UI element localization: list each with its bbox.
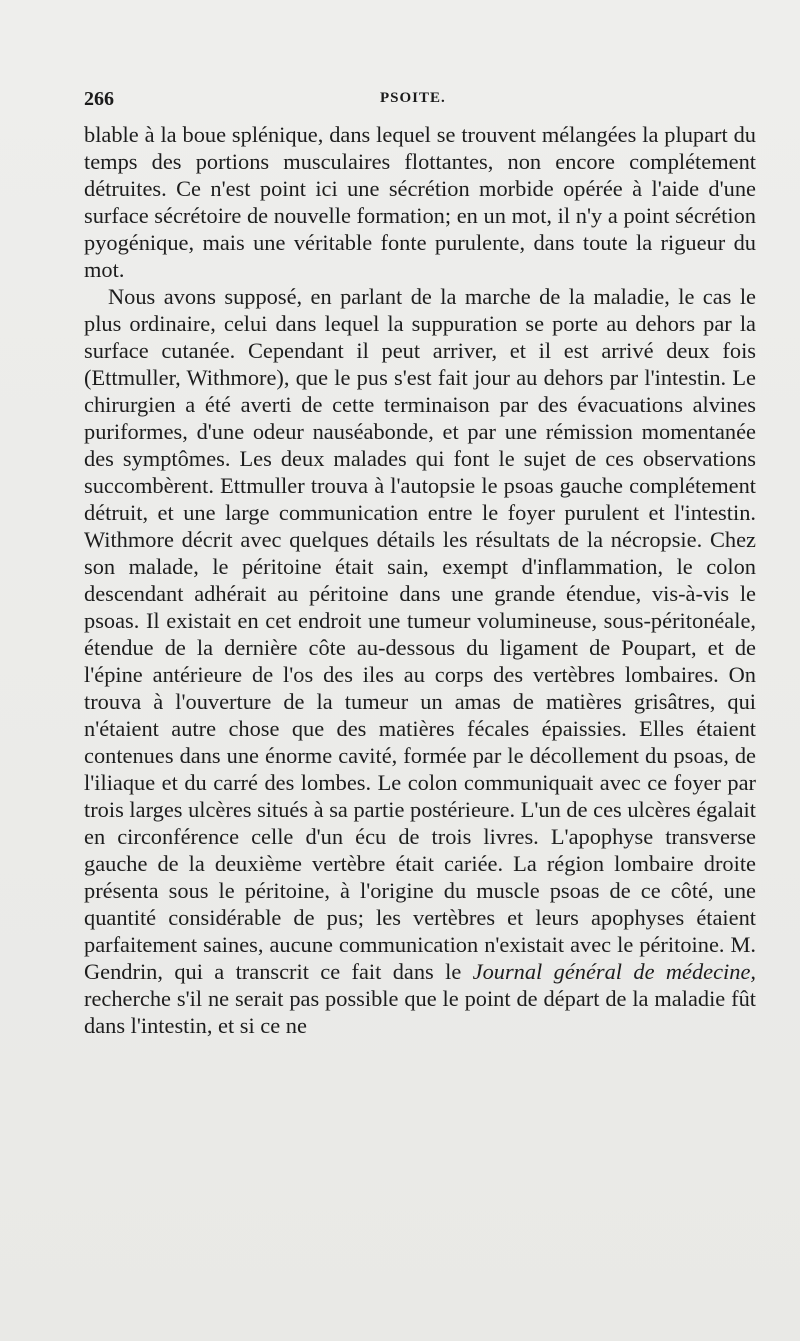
paragraph-2-text-a: Nous avons supposé, en parlant de la marche de la maladie, le cas le plus ordinaire, celui dans lequel la suppuration se porte au dehors par la surface cutanée. Cependant il peut arriver, et il est arrivé deux fois (Ettmuller, Withmore), que le pus s'est fait jour au dehors par l'intestin. Le chirurgien a été averti de cette terminaison par des évacuations alvines puriformes, d'une odeur nauséabonde, et par une rémission momentanée des symptômes. Les deux malades qui font le sujet de ces observations succombèrent. Ettmuller trouva à l'autopsie le psoas gauche complétement détruit, et une large communication entre le foyer purulent et l'intestin. Withmore décrit avec quelques détails les résultats de la nécropsie. Chez son malade, le péritoine était sain, exempt d'inflammation, le colon descendant adhérait au péritoine dans une grande étendue, vis-à-vis le psoas. Il existait en cet endroit une tumeur volumineuse, sous-péritonéale, étendue de la dernière côte au-dessous du ligament de Poupart, et de l'épine antérieure de l'os des iles au corps des vertèbres lombaires. On trouva à l'ouverture de la tumeur un amas de matières grisâtres, qui n'étaient autre chose que des matières fécales épaissies. Elles étaient contenues dans une énorme cavité, formée par le décollement du psoas, de l'iliaque et du carré des lombes. Le colon communiquait avec ce foyer par trois larges ulcères situés à sa partie postérieure. L'un de ces ulcères égalait en circonférence celle d'un écu de trois livres. L'apophyse transverse gauche de la deuxième vertèbre était cariée. La région lombaire droite présenta sous le péritoine, à l'origine du muscle psoas de ce côté, une quantité considérable de pus; les vertèbres et leurs apophyses étaient parfaitement saines, aucune communication n'existait avec le péritoine. M. Gendrin, qui a transcrit ce fait dans le	[84, 284, 756, 984]
running-title: PSOITE.	[380, 90, 446, 106]
journal-title: Journal général de médecine,	[472, 959, 756, 984]
paragraph-2-text-b: recherche s'il ne serait pas possible que le point de départ de la maladie fût dans l'intestin, et si ce ne	[84, 986, 756, 1038]
paragraph-2	[84, 283, 756, 1039]
page-header	[84, 88, 756, 116]
body-text	[84, 121, 756, 1039]
page-number: 266	[84, 88, 114, 110]
paragraph-1: blable à la boue splénique, dans lequel se trouvent mélangées la plupart du temps des portions musculaires flottantes, non encore complétement détruites. Ce n'est point ici une sécrétion morbide opérée à l'aide d'une surface sécrétoire de nouvelle formation; en un mot, il n'y a point sécrétion pyogénique, mais une véritable fonte purulente, dans toute la rigueur du mot.	[84, 122, 756, 282]
